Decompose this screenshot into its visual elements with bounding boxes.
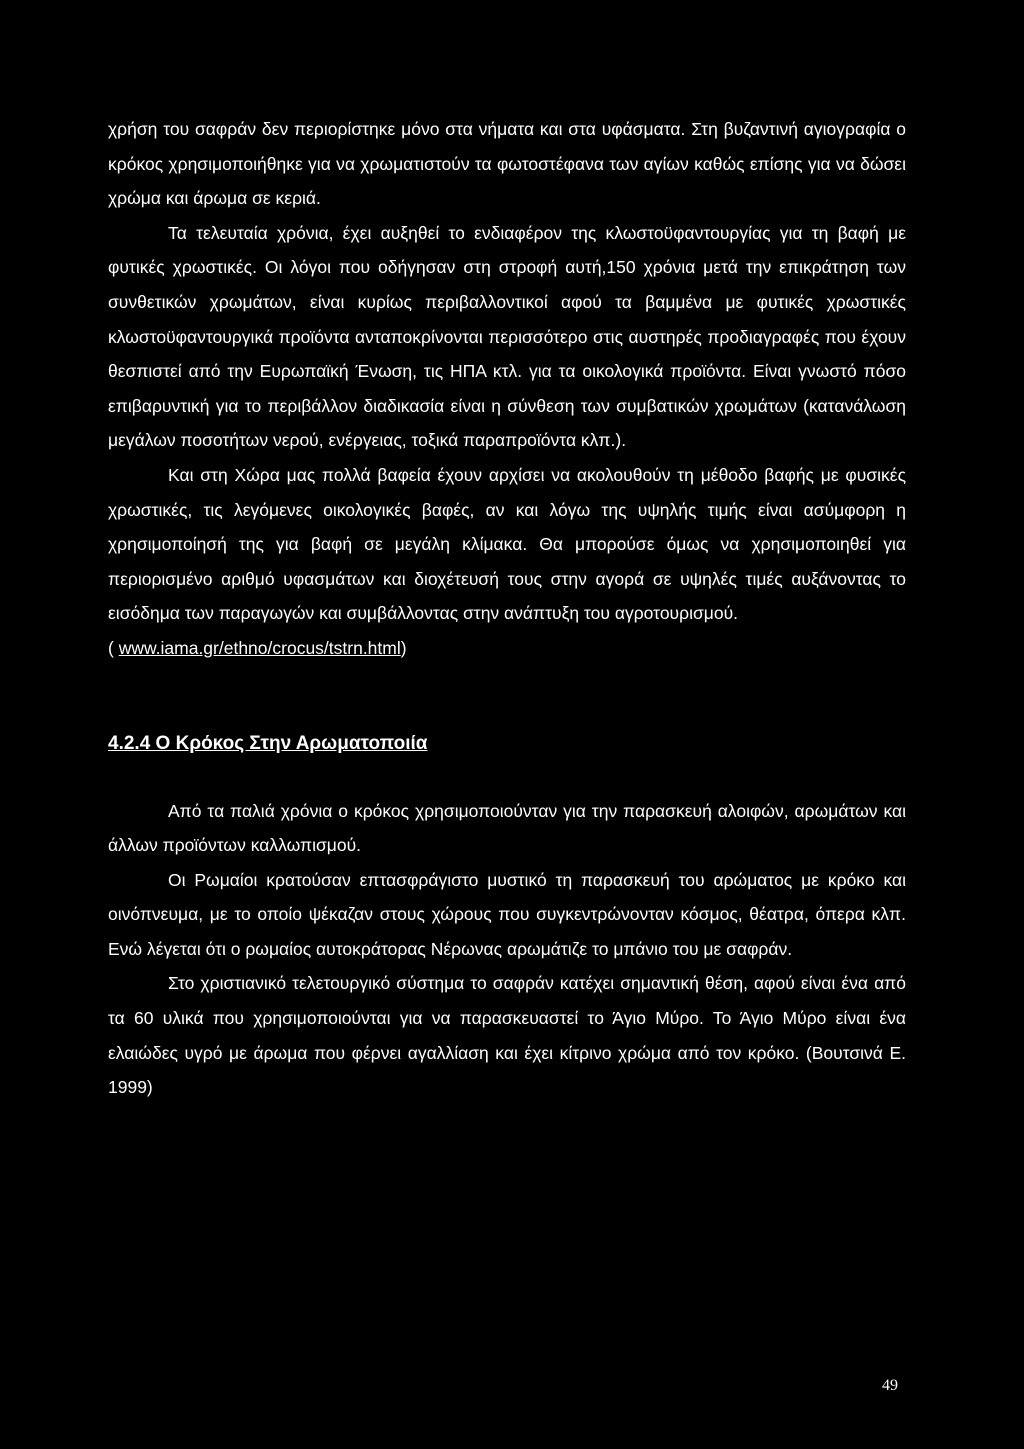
source-reference [108,631,906,666]
paragraph-holy-myrrh: Στο χριστιανικό τελετουργικό σύστημα το σαφράν κατέχει σημαντική θέση, αφού είναι ένα από τα 60 υλικά που χρησιμοποιούνται για να παρασκευαστεί το Άγιο Μύρο. Το Άγιο Μύρο είναι ένα ελαιώδες υγρό με άρωμα που φέρνει αγαλλίαση και έχει κίτρινο χρώμα από τον κρόκο. (Βουτσινά Ε. 1999) [108,973,906,1098]
source-open-paren: ( [108,637,119,658]
paragraph-textile-interest: Τα τελευταία χρόνια, έχει αυξηθεί το ενδιαφέρον της κλωστοϋφαντουργίας για τη βαφή με φυτικές χρωστικές. Οι λόγοι που οδήγησαν στη στροφή αυτή,150 χρόνια μετά την επικράτηση των συνθετικών χρωμάτων, είναι κυρίως περιβαλλοντικοί αφού τα βαμμένα με φυτικές χρωστικές κλωστοϋφαντουργικά προϊόντα ανταποκρίνονται περισσότερο στις αυστηρές προδιαγραφές που έχουν θεσπιστεί από την Ευρωπαϊκή Ένωση, τις ΗΠΑ κτλ. για τα οικολογικά προϊόντα. Είναι γνωστό πόσο επιβαρυντική για το περιβάλλον διαδικασία είναι η σύνθεση των συμβατικών χρωμάτων (κατανάλωση μεγάλων ποσοτήτων νερού, ενέργειας, τοξικά παραπροϊόντα κλπ.). [108,222,906,451]
paragraph-greek-dyeworks: Και στη Χώρα μας πολλά βαφεία έχουν αρχίσει να ακολουθούν τη μέθοδο βαφής με φυσικές χρωστικές, τις λεγόμενες οικολογικές βαφές, αν και λόγω της υψηλής τιμής είναι ασύμφορη η χρησιμοποίησή της για βαφή σε μεγάλη κλίμακα. Θα μπορούσε όμως να χρησιμοποιηθεί για περιορισμένο αριθμό υφασμάτων και διοχέτευσή τους στην αγορά σε υψηλές τιμές αυξάνοντας το εισόδημα των παραγωγών και συμβάλλοντας στην ανάπτυξη του αγροτουρισμού. [108,464,906,624]
section-heading: 4.2.4 Ο Κρόκος Στην Αρωματοποιία [108,732,428,754]
source-link[interactable]: www.iama.gr/ethno/crocus/tstrn.html [118,637,401,658]
page-number: 49 [882,1377,898,1394]
paragraph-byzantine-iconography: χρήση του σαφράν δεν περιορίστηκε μόνο στα νήματα και στα υφάσματα. Στη βυζαντινή αγιογραφία ο κρόκος χρησιμοποιήθηκε για να χρωματιστούν τα φωτοστέφανα των αγίων καθώς επίσης για να δώσει χρώμα και άρωμα σε κεριά. [108,119,906,209]
section-perfumery [108,794,906,1105]
document-page [108,112,906,1105]
source-close-paren: ) [400,637,407,658]
paragraph-romans: Οι Ρωμαίοι κρατούσαν επτασφράγιστο μυστικό τη παρασκευή του αρώματος με κρόκο και οινόπνευμα, με το οποίο ψέκαζαν στους χώρους που συγκεντρώνονταν κόσμος, θέατρα, όπερα κλπ. Ενώ λέγεται ότι ο ρωμαίος αυτοκράτορας Νέρωνας αρωμάτιζε το μπάνιο του με σαφράν. [108,869,906,959]
paragraph-ointments: Από τα παλιά χρόνια ο κρόκος χρησιμοποιούνταν για την παρασκευή αλοιφών, αρωμάτων και άλλων προϊόντων καλλωπισμού. [108,800,906,856]
